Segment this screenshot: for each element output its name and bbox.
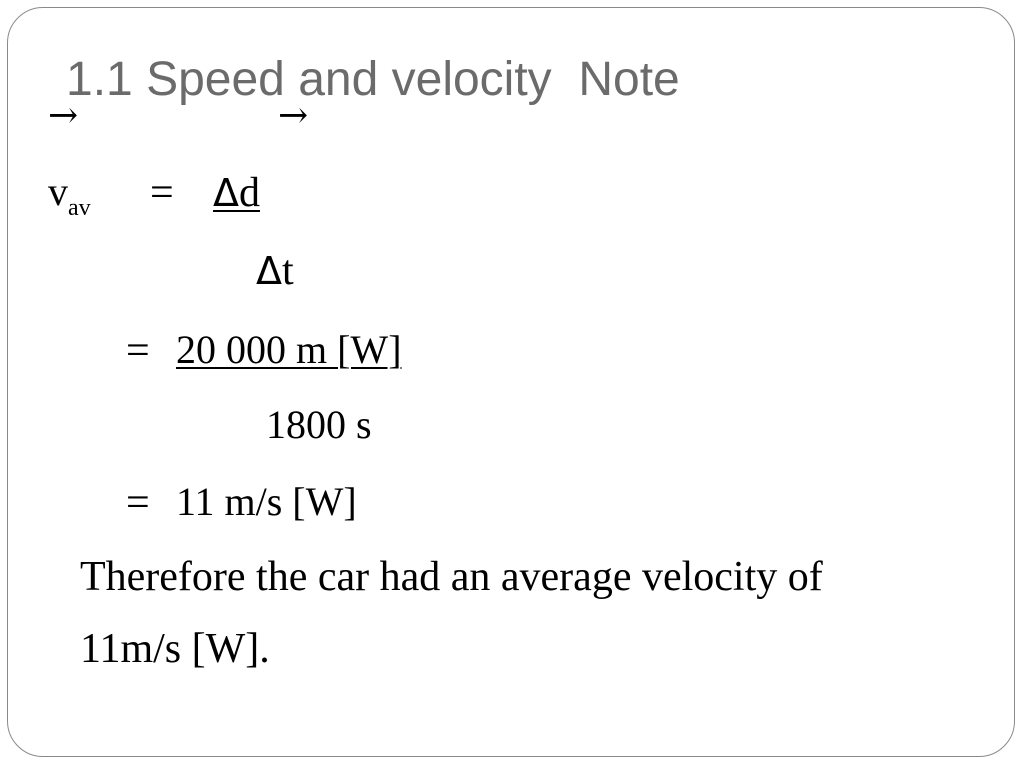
delta-d-numerator bbox=[213, 172, 260, 214]
delta-t-denominator bbox=[256, 250, 294, 292]
av-subscript: av bbox=[68, 195, 91, 221]
d-variable: d bbox=[239, 170, 260, 216]
slide-title: 1.1 Speed and velocity Note bbox=[66, 53, 680, 106]
t-variable: t bbox=[282, 248, 294, 294]
time-denominator: 1800 s bbox=[266, 402, 372, 447]
delta-symbol-d: Δ bbox=[213, 171, 239, 215]
v-letter: v bbox=[48, 169, 68, 214]
equals-sign-2: = bbox=[126, 328, 150, 374]
d-vector-arrow: → bbox=[278, 95, 309, 136]
displacement-numerator: 20 000 m [W] bbox=[176, 327, 402, 372]
conclusion-line-1: Therefore the car had an average velocity of bbox=[80, 554, 823, 600]
velocity-result: 11 m/s [W] bbox=[176, 479, 357, 524]
v-vector-arrow: → bbox=[48, 95, 79, 136]
equals-sign-3: = bbox=[126, 480, 150, 526]
equals-sign-1: = bbox=[150, 170, 174, 216]
conclusion-line-2: 11m/s [W]. bbox=[80, 626, 270, 672]
velocity-symbol bbox=[48, 169, 91, 221]
delta-symbol-t: Δ bbox=[256, 249, 282, 293]
